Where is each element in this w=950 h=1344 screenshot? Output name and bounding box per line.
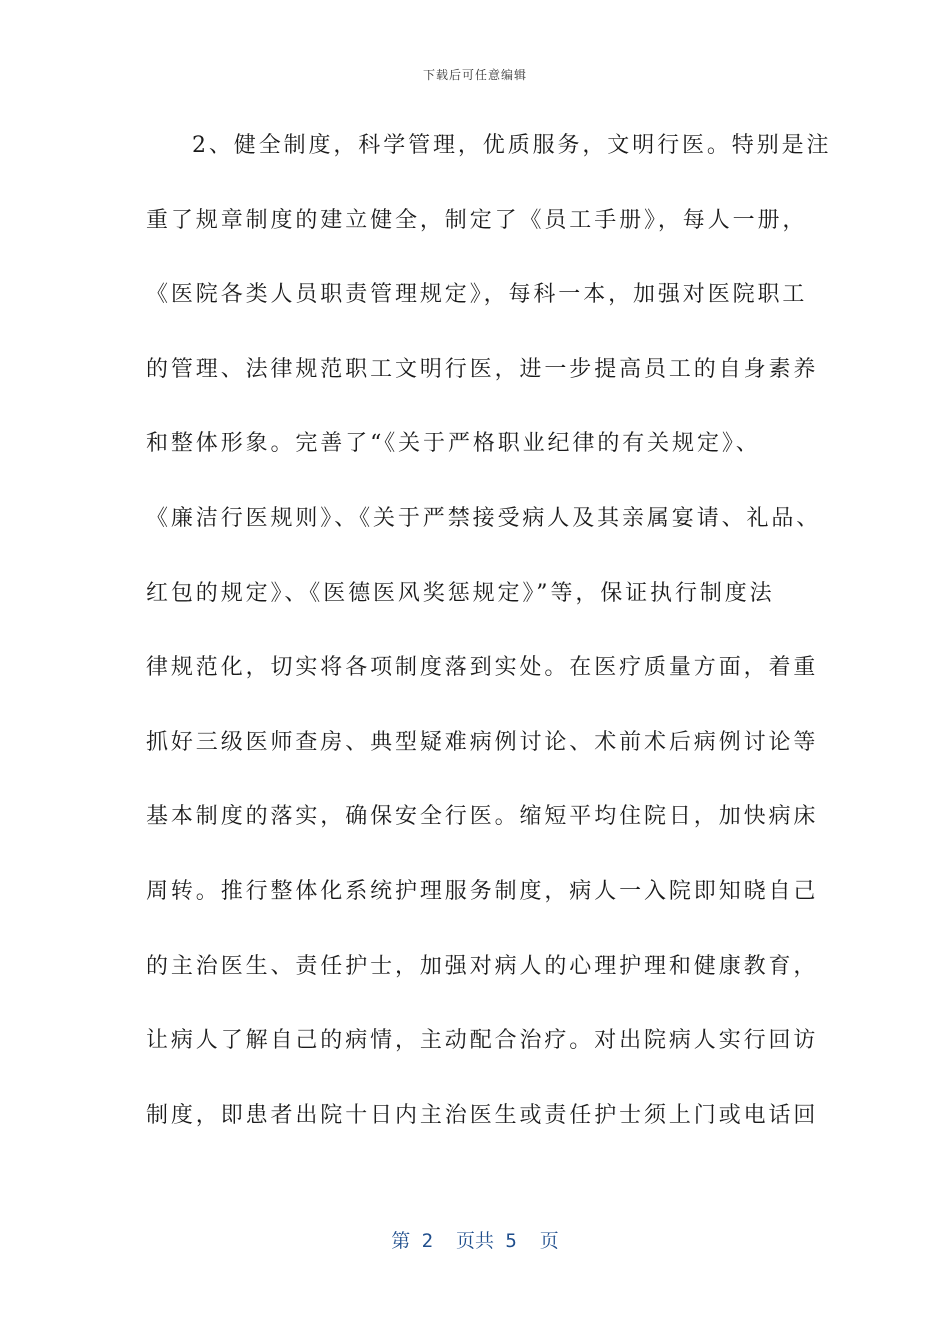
page-header: 下载后可任意编辑	[422, 68, 527, 82]
page-number-footer: 第 2 页共 5 页	[391, 1230, 559, 1252]
text-line: 周转。推行整体化系统护理服务制度，病人一入院即知晓自己	[146, 878, 819, 904]
text-line: 基本制度的落实，确保安全行医。缩短平均住院日，加快病床	[146, 804, 819, 830]
text-line: 重了规章制度的建立健全，制定了《员工手册》，每人一册，	[146, 207, 808, 233]
text-line: 《医院各类人员职责管理规定》，每科一本，加强对医院职工	[146, 282, 808, 308]
body-paragraph	[146, 122, 832, 1166]
text-line: 红包的规定》、《医德医风奖惩规定》”等，保证执行制度法	[146, 580, 775, 606]
text-line: 《廉洁行医规则》、《关于严禁接受病人及其亲属宴请、礼品、	[146, 505, 822, 531]
text-line: 律规范化，切实将各项制度落到实处。在医疗质量方面，着重	[146, 655, 819, 681]
text-line: 和整体形象。完善了“《关于严格职业纪律的有关规定》、	[146, 431, 761, 457]
text-line: 的主治医生、责任护士，加强对病人的心理护理和健康教育，	[146, 953, 819, 979]
text-line: 制度，即患者出院十日内主治医生或责任护士须上门或电话回	[146, 1102, 819, 1128]
text-line: 抓好三级医师查房、典型疑难病例讨论、术前术后病例讨论等	[146, 729, 819, 755]
text-line: 的管理、法律规范职工文明行医，进一步提高员工的自身素养	[146, 356, 819, 382]
text-line: 2、健全制度，科学管理，优质服务，文明行医。特别是注	[192, 133, 832, 158]
text-line: 让病人了解自己的病情，主动配合治疗。对出院病人实行回访	[146, 1028, 819, 1054]
